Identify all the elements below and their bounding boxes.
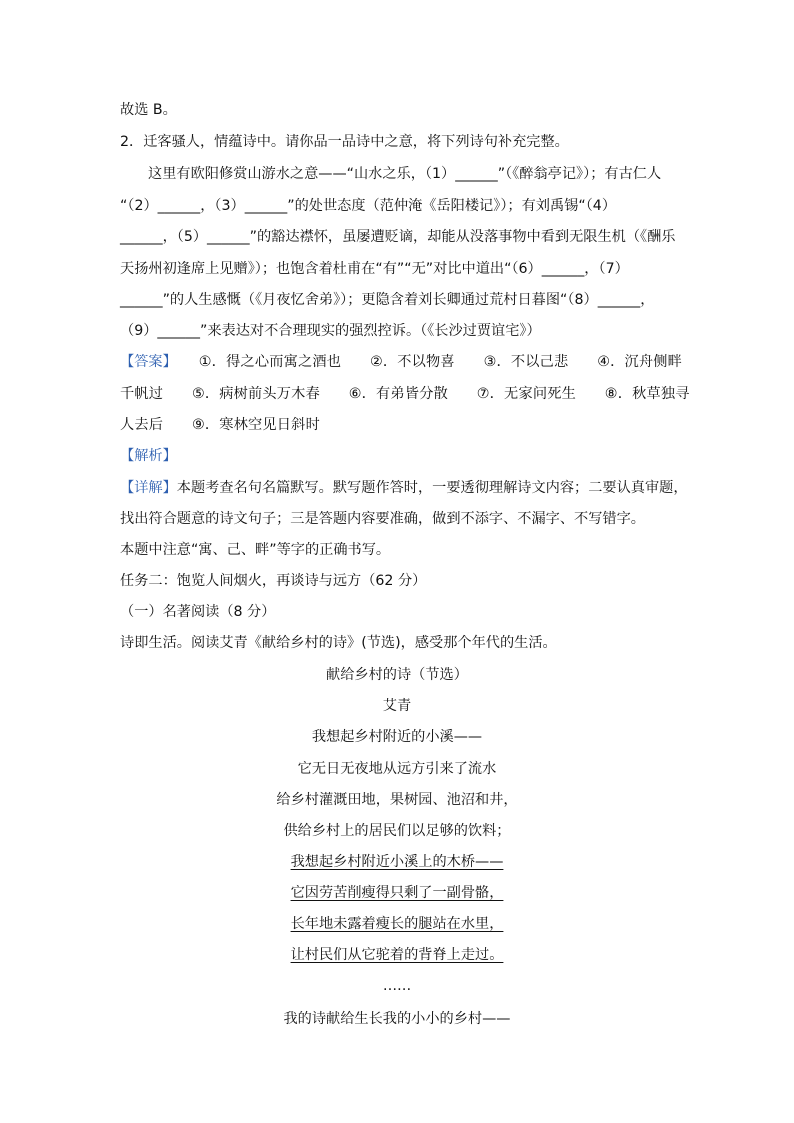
detail-text: 本题考查名句名篇默写。默写题作答时，一要透彻理解诗文内容；二要认真审题， <box>176 480 688 496</box>
poem-line-underlined <box>0 884 794 902</box>
detail-label: 【详解】 <box>120 480 177 496</box>
section-heading: （一）名著阅读（8 分） <box>120 604 276 620</box>
underlined-text: 我想起乡村附近小溪上的木桥—— <box>290 854 504 870</box>
detail-row <box>120 479 688 497</box>
poem-line-underlined <box>0 915 794 933</box>
poem-author: 艾青 <box>382 698 412 714</box>
text-line: 天扬州初逢席上见赠》）；也饱含着杜甫在“有”“无”对比中道出“（6）______，（7） <box>120 261 629 277</box>
text-line: ______，（5）______”的豁达襟怀，虽屡遭贬谪，却能从没落事物中看到无限生机（《酬乐 <box>120 229 676 245</box>
poem-line: 它无日无夜地从远方引来了流水 <box>297 761 497 777</box>
poem-line: 我的诗献给生长我的小小的乡村—— <box>283 1011 511 1027</box>
poem-line: 供给乡村上的居民们以足够的饮料； <box>283 823 511 839</box>
question-2: 2．迁客骚人，情蕴诗中。请你品一品诗中之意，将下列诗句补充完整。 <box>120 134 569 150</box>
text-line: ______”的人生感慨（《月夜忆舍弟》）；更隐含着刘长卿通过荒村日暮图“（8）______， <box>120 292 655 308</box>
poem-line-underlined <box>0 946 794 964</box>
answer-label: 【答案】 <box>120 354 177 370</box>
poem-line-underlined <box>0 853 794 871</box>
underlined-text: 让村民们从它驼着的背脊上走过。 <box>290 947 504 963</box>
answer-text: 千帆过 ⑤．病树前头万木春 ⑥．有弟皆分散 ⑦．无家问死生 ⑧．秋草独寻 <box>120 386 690 402</box>
task-heading: 任务二：饱览人间烟火，再谈诗与远方（62 分） <box>120 573 427 589</box>
detail-text: 找出符合题意的诗文句子；三是答题内容要准确，做到不添字、不漏字、不写错字。 <box>120 511 645 527</box>
text-line: “（2）______，（3）______”的处世态度（范仲淹《岳阳楼记》）；有刘禹锡“（4） <box>120 198 617 214</box>
text-line: 这里有欧阳修赏山游水之意——“山水之乐，（1）______”（《醉翁亭记》）；有古仁人 <box>148 166 662 182</box>
poem-line: 给乡村灌溉田地，果树园、池沼和井， <box>276 792 518 808</box>
underlined-text: 它因劳苦削瘦得只剩了一副骨骼， <box>290 885 504 901</box>
underlined-text: 长年地未露着瘦长的腿站在水里， <box>290 916 504 932</box>
analysis-label: 【解析】 <box>120 448 177 464</box>
answer-text: ①．得之心而寓之酒也 ②．不以物喜 ③．不以己悲 ④．沉舟侧畔 <box>198 354 683 370</box>
text-line: （9）______”来表达对不合理现实的强烈控诉。（《长沙过贾谊宅》） <box>120 323 541 339</box>
note-text: 本题中注意“寓、己、畔”等字的正确书写。 <box>120 542 391 558</box>
answer-text: 人去后 ⑨．寒林空见日斜时 <box>120 417 320 433</box>
poem-line: 我想起乡村附近的小溪—— <box>311 729 483 745</box>
poem-ellipsis: …… <box>382 978 412 994</box>
answer-row <box>120 353 682 371</box>
text-line: 故选 B。 <box>120 102 177 118</box>
poem-title: 献给乡村的诗（节选） <box>326 667 468 683</box>
intro-text: 诗即生活。阅读艾青《献给乡村的诗》(节选)，感受那个年代的生活。 <box>120 635 557 651</box>
